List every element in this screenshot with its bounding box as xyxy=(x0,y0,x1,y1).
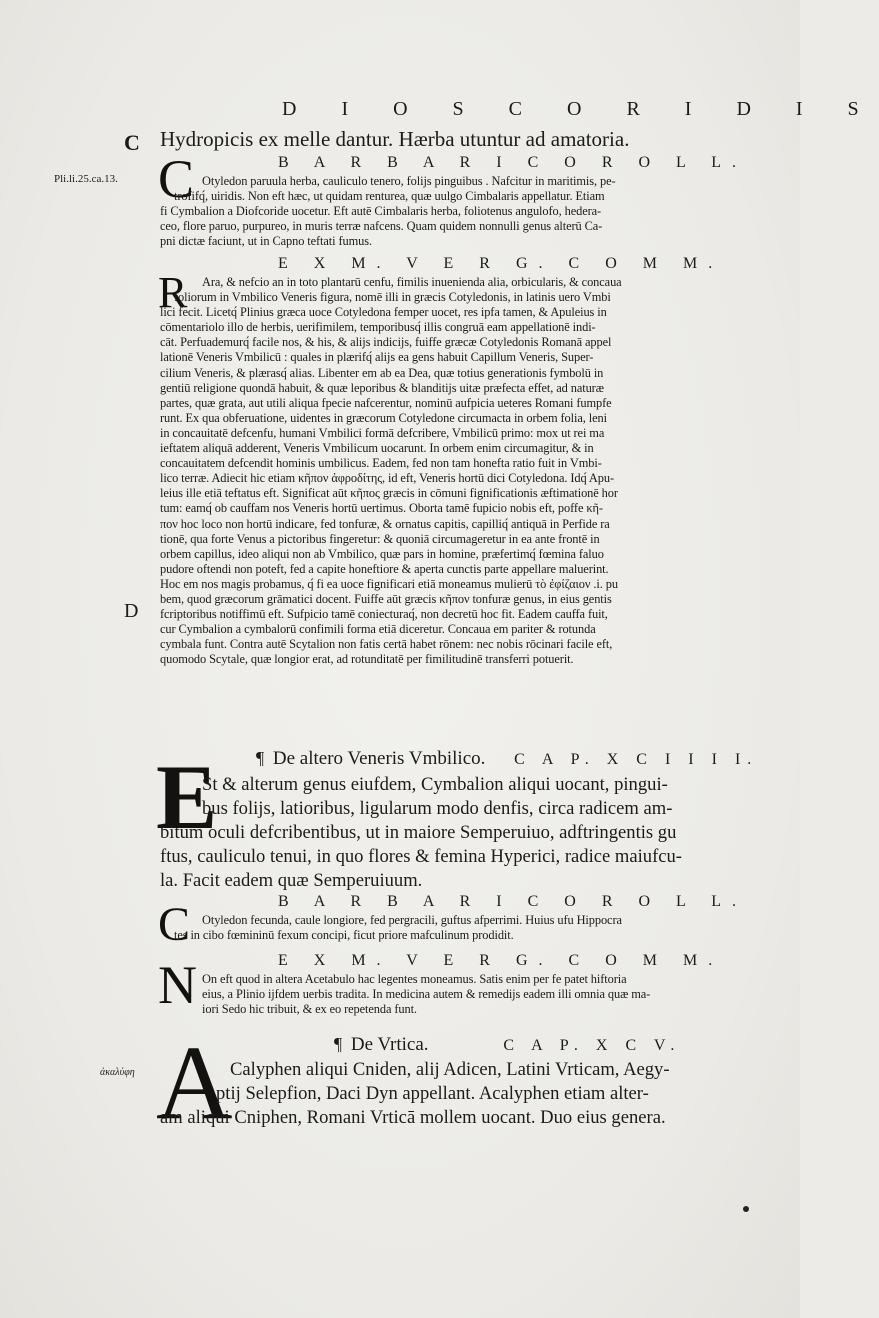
text-line: bem, quod græcorum grāmatici docent. Fuiffe aūt græcis κῆπον tonfuræ genus, in eius gentis xyxy=(160,591,612,606)
section-label: E X M. V E R G. C O M M. xyxy=(278,952,724,969)
text-line: On eft quod in altera Acetabulo hac legentes moneamus. Satis enim per fe patet hiftoria xyxy=(202,972,627,986)
chapter-95-heading xyxy=(160,1034,792,1056)
text-line: la. Facit eadem quæ Semperuiuum. xyxy=(160,870,423,891)
chapter-94-text xyxy=(160,773,792,893)
text-line: cur Cymbalion a cymbalorū confimili forma etiā diceretur. Concaua em pariter & rotunda xyxy=(160,622,596,637)
chapter-95-text xyxy=(160,1058,792,1130)
ink-spot xyxy=(743,1206,749,1212)
text-line: orbem capillus, ideo aliqui non ab Vmbilico, quæ pars in homine, præfertimq́ fœmina faluo xyxy=(160,546,604,561)
text-line: in concauitatē defcenfu, humani Vmbilici formā defcribere, Vmbilicū primo: mox ut rei ma xyxy=(160,425,605,440)
chapter-title xyxy=(256,748,758,769)
text-line: ptij Selepfion, Daci Dyn appellant. Acalyphen etiam alter- xyxy=(216,1083,649,1104)
chapter-title xyxy=(334,1034,681,1055)
text-line: leius ille etiā teftatus eft. Significat aūt κῆπος græcis in cōmuni fignificationis æftimationē hor xyxy=(160,486,618,501)
text-line: iori Sedo hic tribuit, & ex eo repetenda funt. xyxy=(202,1002,417,1017)
initial-c: C xyxy=(158,149,195,209)
section-barbari-1 xyxy=(160,154,792,172)
chapter-94-heading xyxy=(160,748,792,770)
section-verg-1-text xyxy=(160,275,792,667)
text-line: am aliqui Cniphen, Romani Vrticā mollem uocant. Duo eius genera. xyxy=(160,1107,666,1128)
text-line: cōmentariolo illo de herbis, uerifimilem, temporibusq́ illis congruā eam appellationē indi- xyxy=(160,320,596,335)
text-line: lico terræ. Adiecit hic etiam κῆπον ἀφροδίτης, id eft, Veneris hortū dici Cotyledona. Idq́ Apu- xyxy=(160,471,614,486)
text-line: tes in cibo fœmininū fexum concipi, ficut priore mafculinum prodidit. xyxy=(174,928,514,943)
text-line: lici fecit. Licetq́ Plinius græca uoce Cotyledona femper uocet, res ipfa tamen, & Apuleius in xyxy=(160,305,607,320)
text-line: runt. Ex qua obferuatione, uidentes in græcorum Cotyledone circumacta in orbem folia, leni xyxy=(160,410,607,425)
text-line: cymbala funt. Contra autē Scytalion non fatis certā habet rōnem: nec nobis rōcinari facile eft, xyxy=(160,637,613,652)
text-line: cāt. Perfuademurq́ facile nos, & his, & alijs indicijs, fuiffe græcæ Cotyledonis Romanā appel xyxy=(160,335,612,350)
text-line: bitum oculi defcribentibus, ut in maiore Semperuiuo, adftringentis gu xyxy=(160,822,677,843)
running-head: D I O S C O R I D I S xyxy=(282,98,879,120)
text-line: concauitatem defcendit hominis umbilicus. Eadem, fed non tam honefta ratio fuit in Vmbi- xyxy=(160,456,602,471)
text-line: pni dictæ faciunt, ut in Capno teftati fumus. xyxy=(160,234,372,249)
text-line: partes, quæ grata, aut utili aliqua fpecie nafcerentur, nominū aufpicia ueteres Romani fumpfe xyxy=(160,395,612,410)
text-line: quomodo Scytale, quæ longior erat, ad rotunditatē per fimilitudinē transferri potuerit. xyxy=(160,652,574,667)
text-line: Otyledon fecunda, caule longiore, fed pergracili, guftus afperrimi. Huius ufu Hippocra xyxy=(202,913,622,927)
initial-e: E xyxy=(156,746,218,848)
text-line: ceo, flore paruo, purpureo, in muris terræ nafcens. Quam quidem nonnulli genus alterū Ca- xyxy=(160,219,603,234)
text-line: St & alterum genus eiufdem, Cymbalion aliqui uocant, pingui- xyxy=(202,774,668,795)
text-line: πον hoc loco non hortū indicare, fed tonfuræ, & ornatus capitis, capilliq́ antiquā in Perfide ra xyxy=(160,516,610,531)
text-line: Otyledon paruula herba, cauliculo tenero, folijs pinguibus . Nafcitur in maritimis, pe- xyxy=(202,174,616,188)
margin-pliny-reference: Pli.li.25.ca.13. xyxy=(54,173,118,185)
section-verg-1 xyxy=(160,255,792,273)
text-line: fcriptoribus notiffimū eft. Sufpicio tamē coniecturaq́, non decretū hoc fit. Eadem cauffa fuit, xyxy=(160,607,608,622)
opening-heading xyxy=(160,127,792,152)
text-line: gentiū religione quondā habuit, & quæ leporibus & blanditijs uitæ præfecta effet, ad naturæ xyxy=(160,380,604,395)
section-barbari-2-text xyxy=(160,913,792,943)
pilcrow-icon: ¶ xyxy=(256,748,265,768)
margin-greek-note: ἀκαλύφη xyxy=(100,1067,135,1078)
margin-letter-d: D xyxy=(124,600,139,622)
text-line: tum: eamq́ ob cauffam nos Veneris hortū uertimus. Oborta tamē fupicio nobis eft, poffe κῆ- xyxy=(160,501,603,516)
chapter-title-text: De altero Veneris Vmbilico. xyxy=(272,748,486,769)
chapter-number: C A P. X C V. xyxy=(503,1037,682,1054)
section-label: E X M. V E R G. C O M M. xyxy=(278,255,724,272)
pilcrow-icon: ¶ xyxy=(334,1034,343,1054)
text-line: foliorum in Vmbilico Veneris figura, nomē illi in græcis Cotyledonis, in latinis uero Vmbi xyxy=(174,290,611,305)
text-line: Calyphen aliqui Cniden, alij Adicen, Latini Vrticam, Aegy- xyxy=(230,1059,670,1080)
text-line: fi Cymbalion a Diofcoride uocetur. Eft autē Cimbalaris herba, foliotenus angulofo, hedera- xyxy=(160,204,602,219)
initial-r: R xyxy=(158,268,188,317)
text-line: eius, a Plinio ijfdem uerbis tradita. In medicina autem & remedijs eadem illi omnia quæ ma- xyxy=(202,987,651,1002)
initial-n: N xyxy=(158,955,197,1015)
text-line: Hoc em nos magis probamus, q́ fi ea uoce fignificari etiā moneamus mulierū τὸ ἐφίζαιον .i. pu xyxy=(160,576,618,591)
initial-c-second: C xyxy=(158,898,191,951)
chapter-number: C A P. X C I I I I. xyxy=(514,751,759,768)
text-line: pudore oftendi non poteft, fed a capite honeftiore & aperta cunctis parte appellare maluerint. xyxy=(160,561,609,576)
initial-a: A xyxy=(156,1024,233,1141)
text-line: ftus, cauliculo tenui, in quo flores & femina Hyperici, radice maiufcu- xyxy=(160,846,682,867)
section-verg-2-text xyxy=(160,972,792,1017)
text-line: trofifq́, uiridis. Non eft hæc, ut quidam renturea, quæ uulgo Cimbalaris appellatur. Etiam xyxy=(174,189,605,204)
chapter-title-text: De Vrtica. xyxy=(350,1034,429,1055)
text-line: ieftatem aliquā adderent, Veneris Vmbilicum uocarunt. In orbem enim circumagitur, & in xyxy=(160,441,594,456)
text-line: bus folijs, latioribus, ligularum modo denfis, circa radicem am- xyxy=(202,798,673,819)
text-line: cilium Veneris, & plærasq́ alias. Libenter em ab ea Dea, quæ totius generationis fymbolū in xyxy=(160,365,604,380)
text-line: lationē Veneris Vmbilicū : quales in plærifq́ alijs ea gens habuit Capillum Veneris, Super- xyxy=(160,350,594,365)
section-verg-2 xyxy=(160,952,792,970)
section-barbari-2 xyxy=(160,893,792,911)
heading-line: Hydropicis ex melle dantur. Hærba utuntur ad amatoria. xyxy=(160,127,630,151)
section-barbari-1-text xyxy=(160,174,792,249)
margin-letter-c: C xyxy=(124,130,140,155)
text-line: Ara, & nefcio an in toto plantarū cenfu, fimilis inuenienda alia, orbicularis, & concaua xyxy=(202,275,622,289)
text-line: tionē, qua forte Venus a pictoribus fingeretur: & quoniā circumageretur in ea ante frontē in xyxy=(160,531,600,546)
section-label: B A R B A R I C O R O L L. xyxy=(278,893,747,910)
section-label: B A R B A R I C O R O L L. xyxy=(278,154,747,171)
